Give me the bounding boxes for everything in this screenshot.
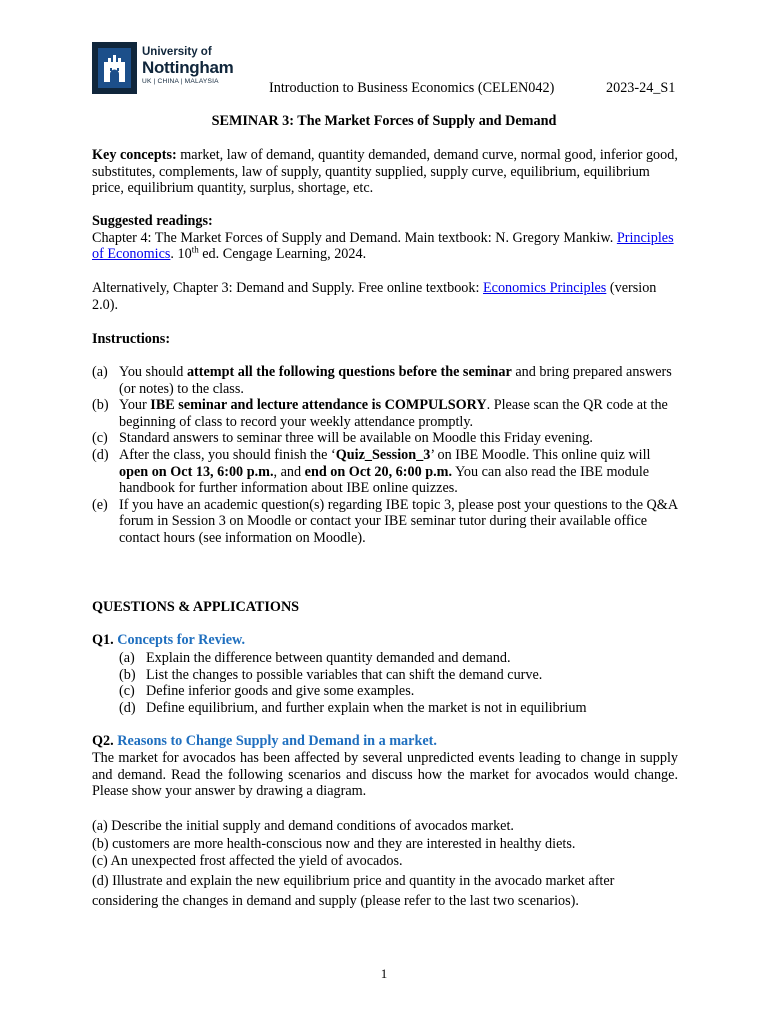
q2-item: (a) Describe the initial supply and demand conditions of avocados market. [92, 818, 514, 834]
q2-item: (d) Illustrate and explain the new equilibrium price and quantity in the avocado market after considering the changes in demand and supply (please refer to the last two scenarios). [92, 872, 615, 909]
page-number: 1 [380, 966, 388, 981]
key-concepts-text: market, law of demand, quantity demanded, demand curve, normal good, inferior good, substitutes, complements, law of supply, quantity supplied, supply curve, equilibrium, equilibrium price, equilibrium quantity, surplus, shortage, etc. [92, 147, 678, 197]
q1-heading: Q1. Concepts for Review. [92, 632, 246, 648]
q2-intro: The market for avocados has been affected by several unpredicted events leading to change in supply and demand. Read the following scenarios and discuss how the market for avocados would change. Please show your answer by drawing a diagram. [92, 750, 678, 800]
questions-heading: QUESTIONS & APPLICATIONS [92, 599, 300, 615]
term-label: 2023-24_S1 [606, 80, 676, 96]
instructions-heading: Instructions: [92, 331, 171, 347]
logo-campuses: UK | CHINA | MALAYSIA [142, 78, 219, 85]
logo-university-of: University of [142, 46, 212, 58]
university-logo [92, 42, 235, 94]
instruction-d: (d) After the class, you should finish the ‘Quiz_Session_3’ on IBE Moodle. This online quiz will open on Oct 13, 6:00 p.m., and end on Oct 20, 6:00 p.m. You can also read the IBE module handbook for further information about IBE online quizzes. [92, 446, 651, 497]
key-concepts-label: Key concepts: [92, 147, 177, 163]
castle-crest-icon [92, 42, 137, 94]
q2-items [92, 818, 678, 911]
economics-principles-link[interactable]: Economics Principles [483, 280, 607, 296]
logo-nottingham: Nottingham [142, 58, 234, 77]
seminar-title: SEMINAR 3: The Market Forces of Supply and Demand [211, 113, 557, 129]
alternative-reading: Alternatively, Chapter 3: Demand and Supply. Free online textbook: Economics Principles (version 2.0). [92, 280, 657, 313]
course-title: Introduction to Business Economics (CELEN042) [269, 80, 555, 96]
instruction-b: (b) Your IBE seminar and lecture attendance is COMPULSORY. Please scan the QR code at the beginning of class to record your weekly attendance promptly. [92, 397, 668, 430]
q2-title: Reasons to Change Supply and Demand in a market. [117, 733, 437, 749]
q1-item: (c) Define inferior goods and give some examples. [119, 683, 415, 700]
q1-item: (b) List the changes to possible variables that can shift the demand curve. [119, 666, 543, 683]
q1-item: (a) Explain the difference between quantity demanded and demand. [119, 650, 511, 666]
instruction-c: (c) Standard answers to seminar three will be available on Moodle this Friday evening. [92, 430, 593, 447]
readings-text-2: Alternatively, Chapter 3: Demand and Supply. Free online textbook: [92, 280, 480, 296]
principles-of-economics-link[interactable]: Principles of Economics [92, 229, 674, 263]
readings-label: Suggested readings: [92, 213, 213, 229]
q1-title: Concepts for Review. [117, 632, 246, 648]
q2-heading: Q2. Reasons to Change Supply and Demand in a market. [92, 733, 437, 749]
q1-list [119, 650, 679, 716]
q2-item: (c) An unexpected frost affected the yield of avocados. [92, 853, 403, 869]
instruction-e: (e) If you have an academic question(s) regarding IBE topic 3, please post your questions to the Q&A forum in Session 3 on Moodle or contact your IBE seminar tutor during their available office contact hours (see information on Moodle). [92, 496, 678, 546]
suggested-readings: Suggested readings: Chapter 4: The Market Forces of Supply and Demand. Main textbook: N. Gregory Mankiw. Principles of Economics. 10th ed. Cengage Learning, 2024. [92, 213, 674, 263]
q2-item: (b) customers are more health-conscious now and they are interested in healthy diets. [92, 835, 576, 852]
q1-item: (d) Define equilibrium, and further explain when the market is not in equilibrium [119, 699, 587, 716]
instructions-list [92, 364, 678, 547]
key-concepts [92, 147, 678, 197]
instruction-a: (a) You should attempt all the following questions before the seminar and bring prepared answers (or notes) to the class. [92, 364, 672, 397]
readings-text-1: Chapter 4: The Market Forces of Supply and Demand. Main textbook: N. Gregory Mankiw. [92, 229, 614, 246]
